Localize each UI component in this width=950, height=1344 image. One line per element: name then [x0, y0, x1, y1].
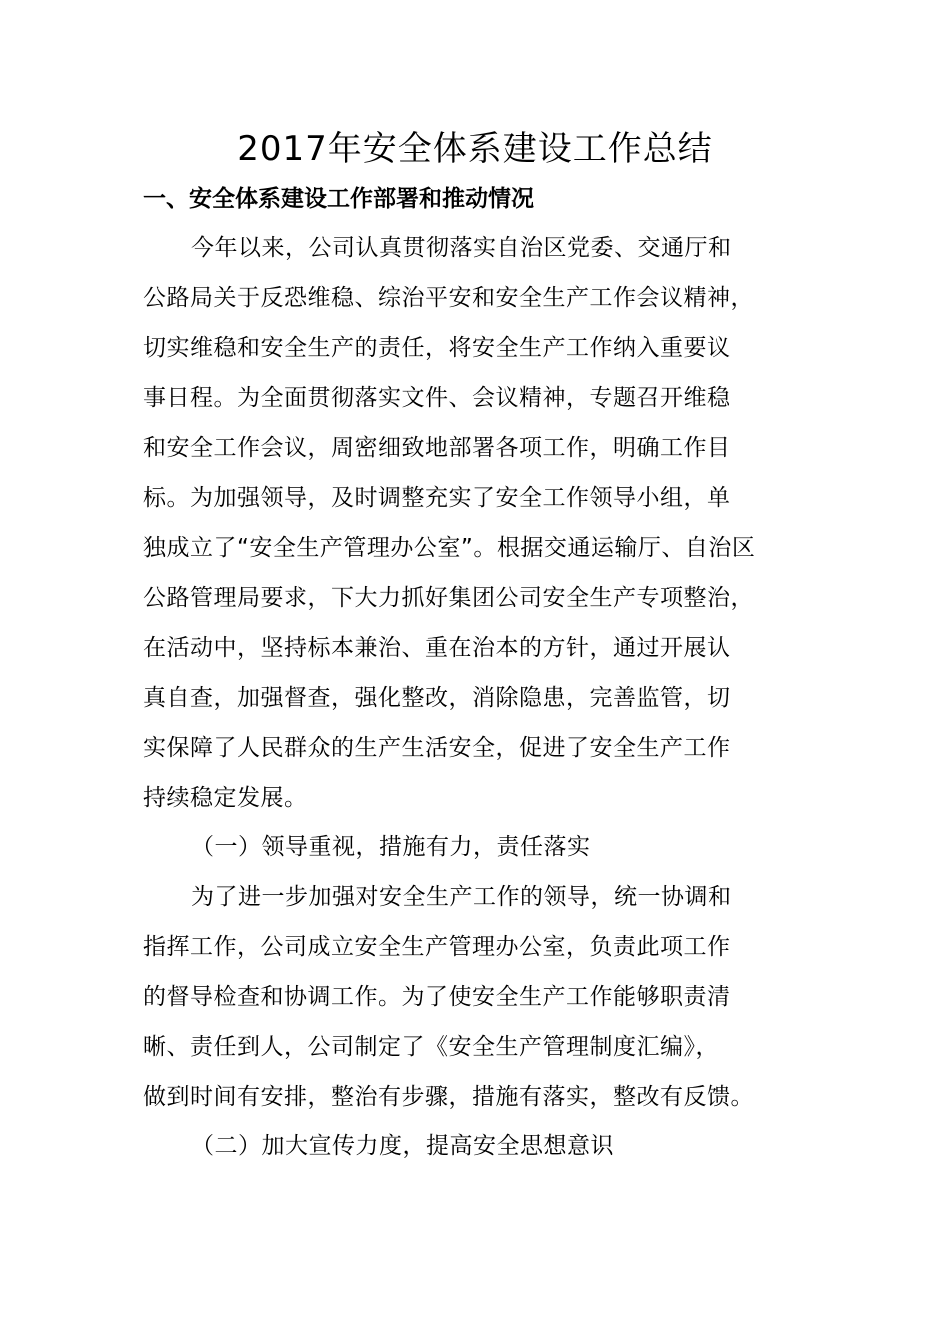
paragraph-line: 的督导检查和协调工作。为了使安全生产工作能够职责清 [143, 984, 731, 1010]
paragraph-line: 公路局关于反恐维稳、综治平安和安全生产工作会议精神， [143, 285, 754, 311]
subheading: （一）领导重视，措施有力，责任落实 [191, 834, 591, 860]
paragraph-line: 真自查，加强督查，强化整改，消除隐患，完善监管，切 [143, 685, 731, 711]
paragraph-line: 在活动中，坚持标本兼治、重在治本的方针，通过开展认 [143, 635, 731, 661]
document-title: 2017年安全体系建设工作总结 [237, 129, 713, 169]
paragraph-line: 晰、责任到人，公司制定了《安全生产管理制度汇编》， [143, 1034, 719, 1060]
paragraph-line: 独成立了“安全生产管理办公室”。根据交通运输厅、自治区 [143, 535, 756, 561]
paragraph-line: 公路管理局要求，下大力抓好集团公司安全生产专项整治， [143, 585, 754, 611]
subheading: （二）加大宣传力度，提高安全思想意识 [191, 1133, 614, 1159]
paragraph-line: 和安全工作会议，周密细致地部署各项工作，明确工作目 [143, 435, 731, 461]
paragraph-line: 今年以来，公司认真贯彻落实自治区党委、交通厅和 [191, 235, 732, 261]
paragraph-line: 标。为加强领导，及时调整充实了安全工作领导小组，单 [143, 485, 731, 511]
paragraph-line: 指挥工作，公司成立安全生产管理办公室，负责此项工作 [143, 934, 731, 960]
paragraph-line: 实保障了人民群众的生产生活安全，促进了安全生产工作 [143, 735, 731, 761]
paragraph-line: 事日程。为全面贯彻落实文件、会议精神，专题召开维稳 [143, 385, 731, 411]
paragraph-line: 做到时间有安排，整治有步骤，措施有落实，整改有反馈。 [143, 1084, 754, 1110]
paragraph-line: 持续稳定发展。 [143, 785, 308, 811]
paragraph-line: 为了进一步加强对安全生产工作的领导，统一协调和 [191, 884, 732, 910]
section-heading: 一、安全体系建设工作部署和推动情况 [143, 186, 534, 212]
paragraph-line: 切实维稳和安全生产的责任，将安全生产工作纳入重要议 [143, 335, 731, 361]
